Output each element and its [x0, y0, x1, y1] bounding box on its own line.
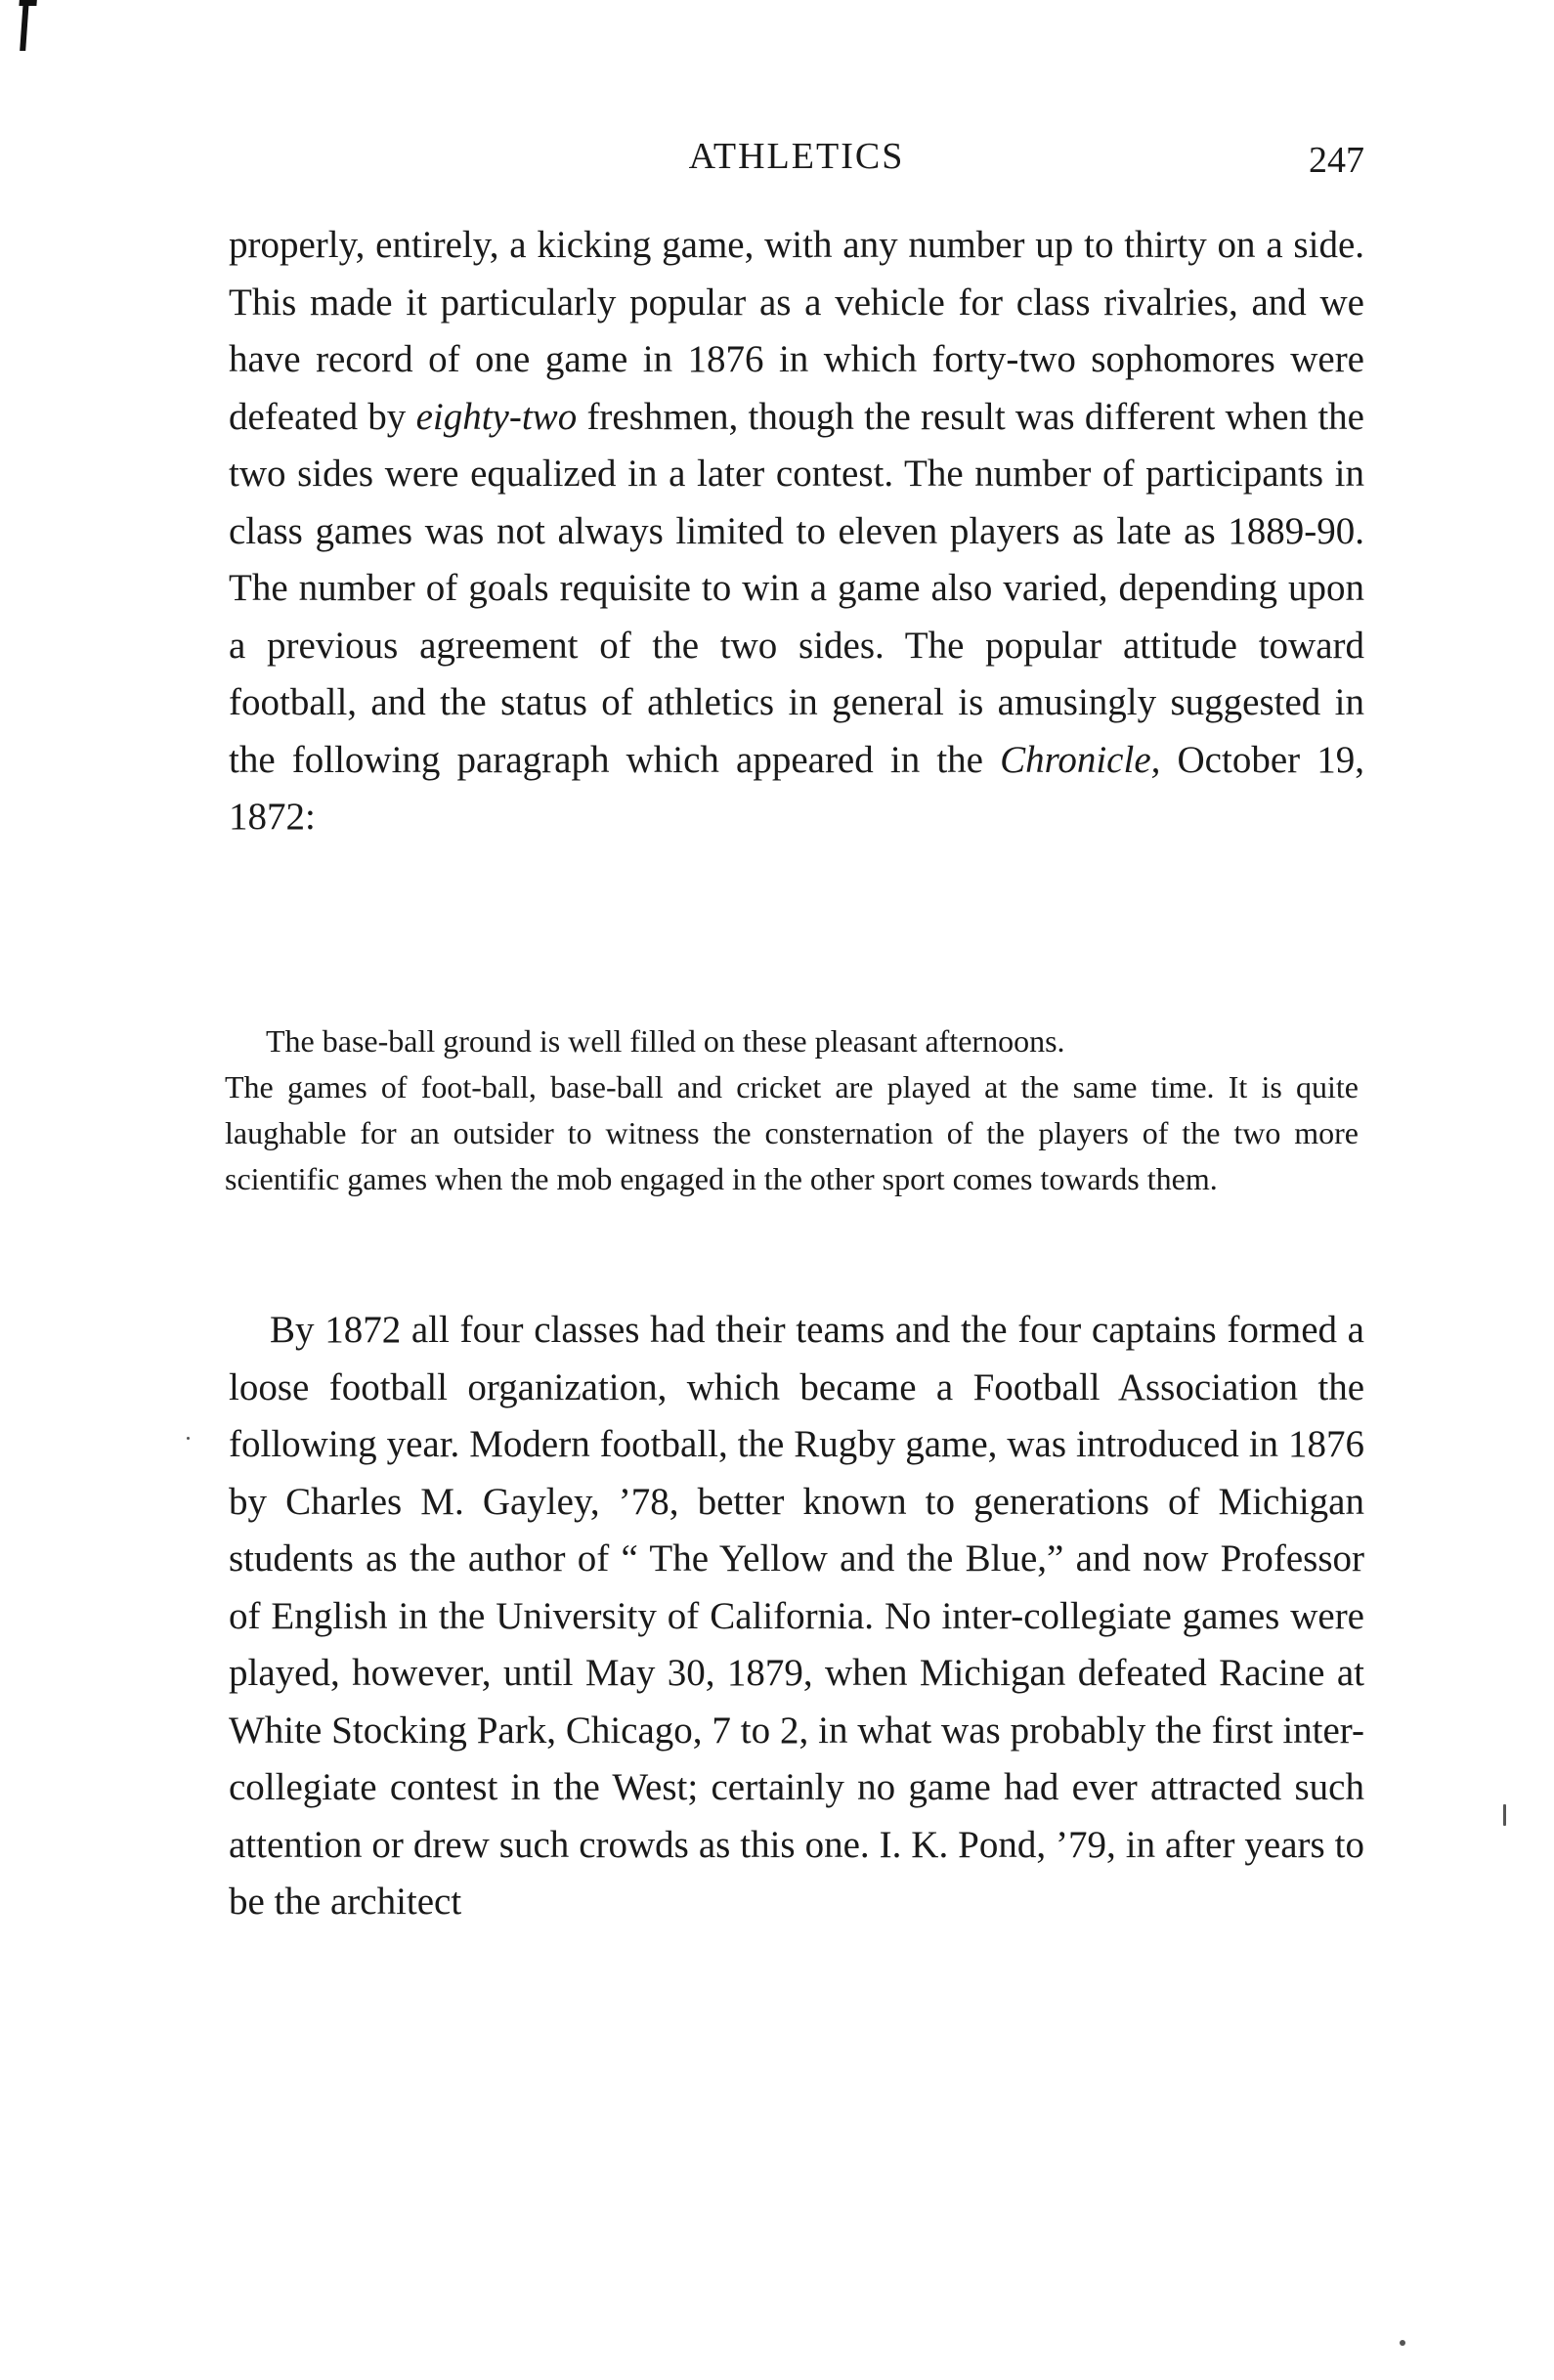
body-paragraph-1	[229, 217, 1364, 846]
page-header	[229, 135, 1364, 190]
body-paragraph-2: By 1872 all four classes had their teams and the four captains formed a loose football organization, which became a Football Association the following year. Modern football, the Rugby game, was introduced in 1876 by Charles M. Gayley, ’78, better known to generations of Michigan students as the author of “ The Yellow and the Blue,” and now Professor of English in the University of California. No inter-collegiate games were played, however, until May 30, 1879, when Michigan defeated Racine at White Stocking Park, Chicago, 7 to 2, in what was probably the first inter-collegiate contest in the West; certainly no game had ever attracted such attention or drew such crowds as this one. I. K. Pond, ’79, in after years to be the architect	[229, 1309, 1364, 1923]
scan-speck	[187, 1437, 190, 1440]
publication-title: Chronicle,	[1000, 738, 1161, 781]
quotation-text: The games of foot-ball, base-ball and cricket are played at the same time. It is quite laughable for an outsider to witness the consternation of the players of the two more scientific games when the mob engaged in the other sport comes towards them.	[225, 1069, 1359, 1196]
paragraph-text: October 19, 1872:	[229, 738, 1364, 838]
quotation-first-line: The base-ball ground is well filled on these pleasant afternoons.	[266, 1023, 1065, 1059]
paragraph-text: freshmen, though the result was different when the two sides were equalized in a later contest. The number of participants in class games was not always limited to eleven players as late as 1889-90. The number of goals requisite to win a game also varied, depending upon a previous agreement of the two sides. The popular attitude toward football, and the status of athletics in general is amusingly suggested in the following paragraph which appeared in the	[229, 395, 1364, 781]
scan-speck	[1400, 2340, 1405, 2346]
scan-speck	[1503, 1804, 1506, 1826]
italic-text: eighty-two	[415, 395, 578, 438]
scan-corner-mark	[20, 0, 29, 51]
running-title: ATHLETICS	[688, 136, 905, 177]
page-number: 247	[1309, 140, 1364, 181]
paragraph-text: properly, entirely, a kicking game, with any number up to thirty on a side. This made it particularly popular as a vehicle for class rivalries, and we have record of one game in 1876 in which forty-two sophomores were defeated by	[229, 224, 1364, 438]
block-quotation	[225, 1018, 1359, 1202]
